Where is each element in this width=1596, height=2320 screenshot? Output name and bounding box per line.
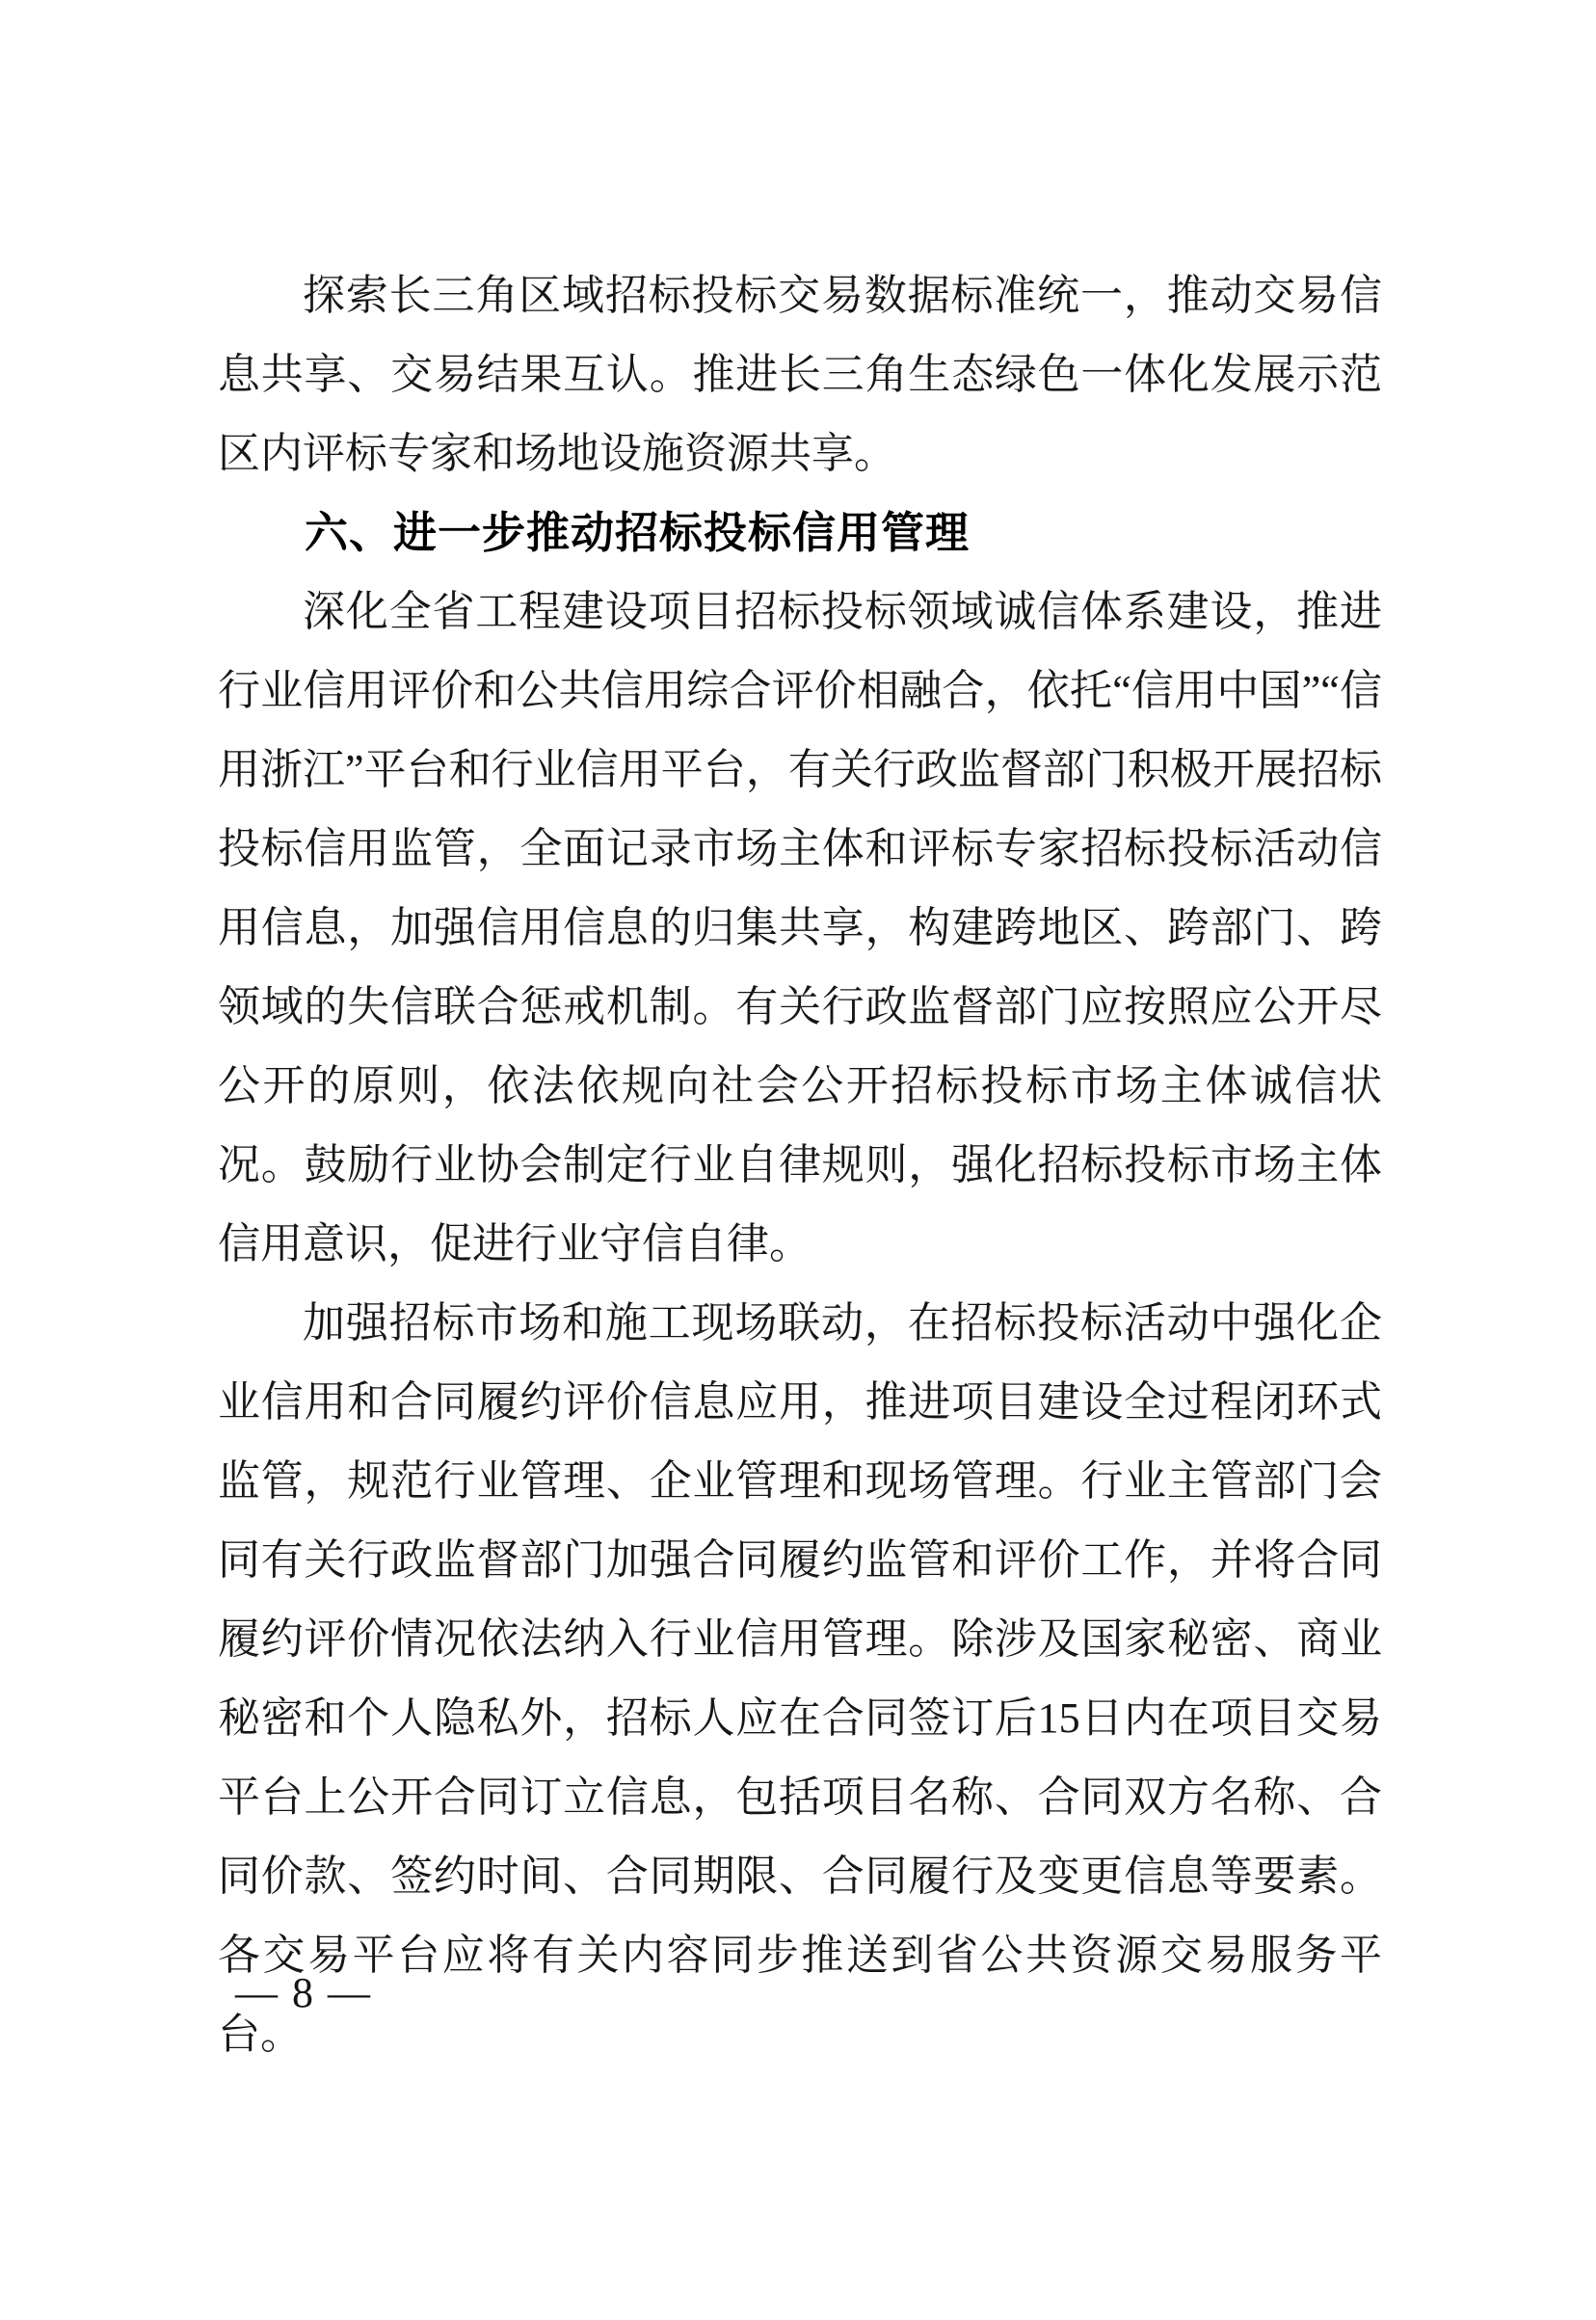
section-heading-credit-management: 六、进一步推动招标投标信用管理	[305, 508, 971, 557]
document-body	[218, 256, 1382, 2074]
page-number: — 8 —	[235, 1969, 372, 2016]
paragraph-contract-performance: 加强招标市场和施工现场联动，在招标投标活动中强化企业信用和合同履约评价信息应用，推进项目建设全过程闭环式监管，规范行业管理、企业管理和现场管理。行业主管部门会同有关行政监督部门加强合同履约监管和评价工作，并将合同履约评价情况依法纳入行业信用管理。除涉及国家秘密、商业秘密和个人隐私外，招标人应在合同签订后15日内在项目交易平台上公开合同订立信息，包括项目名称、合同双方名称、合同价款、签约时间、合同期限、合同履行及变更信息等要素。各交易平台应将有关内容同步推送到省公共资源交易服务平台。	[218, 1299, 1382, 2058]
paragraph-credit-system: 深化全省工程建设项目招标投标领域诚信体系建设，推进行业信用评价和公共信用综合评价相融合，依托“信用中国”“信用浙江”平台和行业信用平台，有关行政监督部门积极开展招标投标信用监管，全面记录市场主体和评标专家招标投标活动信用信息，加强信用信息的归集共享，构建跨地区、跨部门、跨领域的失信联合惩戒机制。有关行政监督部门应按照应公开尽公开的原则，依法依规向社会公开招标投标市场主体诚信状况。鼓励行业协会制定行业自律规则，强化招标投标市场主体信用意识，促进行业守信自律。	[218, 588, 1382, 1267]
paragraph-regional-data-sharing: 探索长三角区域招标投标交易数据标准统一，推动交易信息共享、交易结果互认。推进长三角生态绿色一体化发展示范区内评标专家和场地设施资源共享。	[218, 272, 1382, 477]
